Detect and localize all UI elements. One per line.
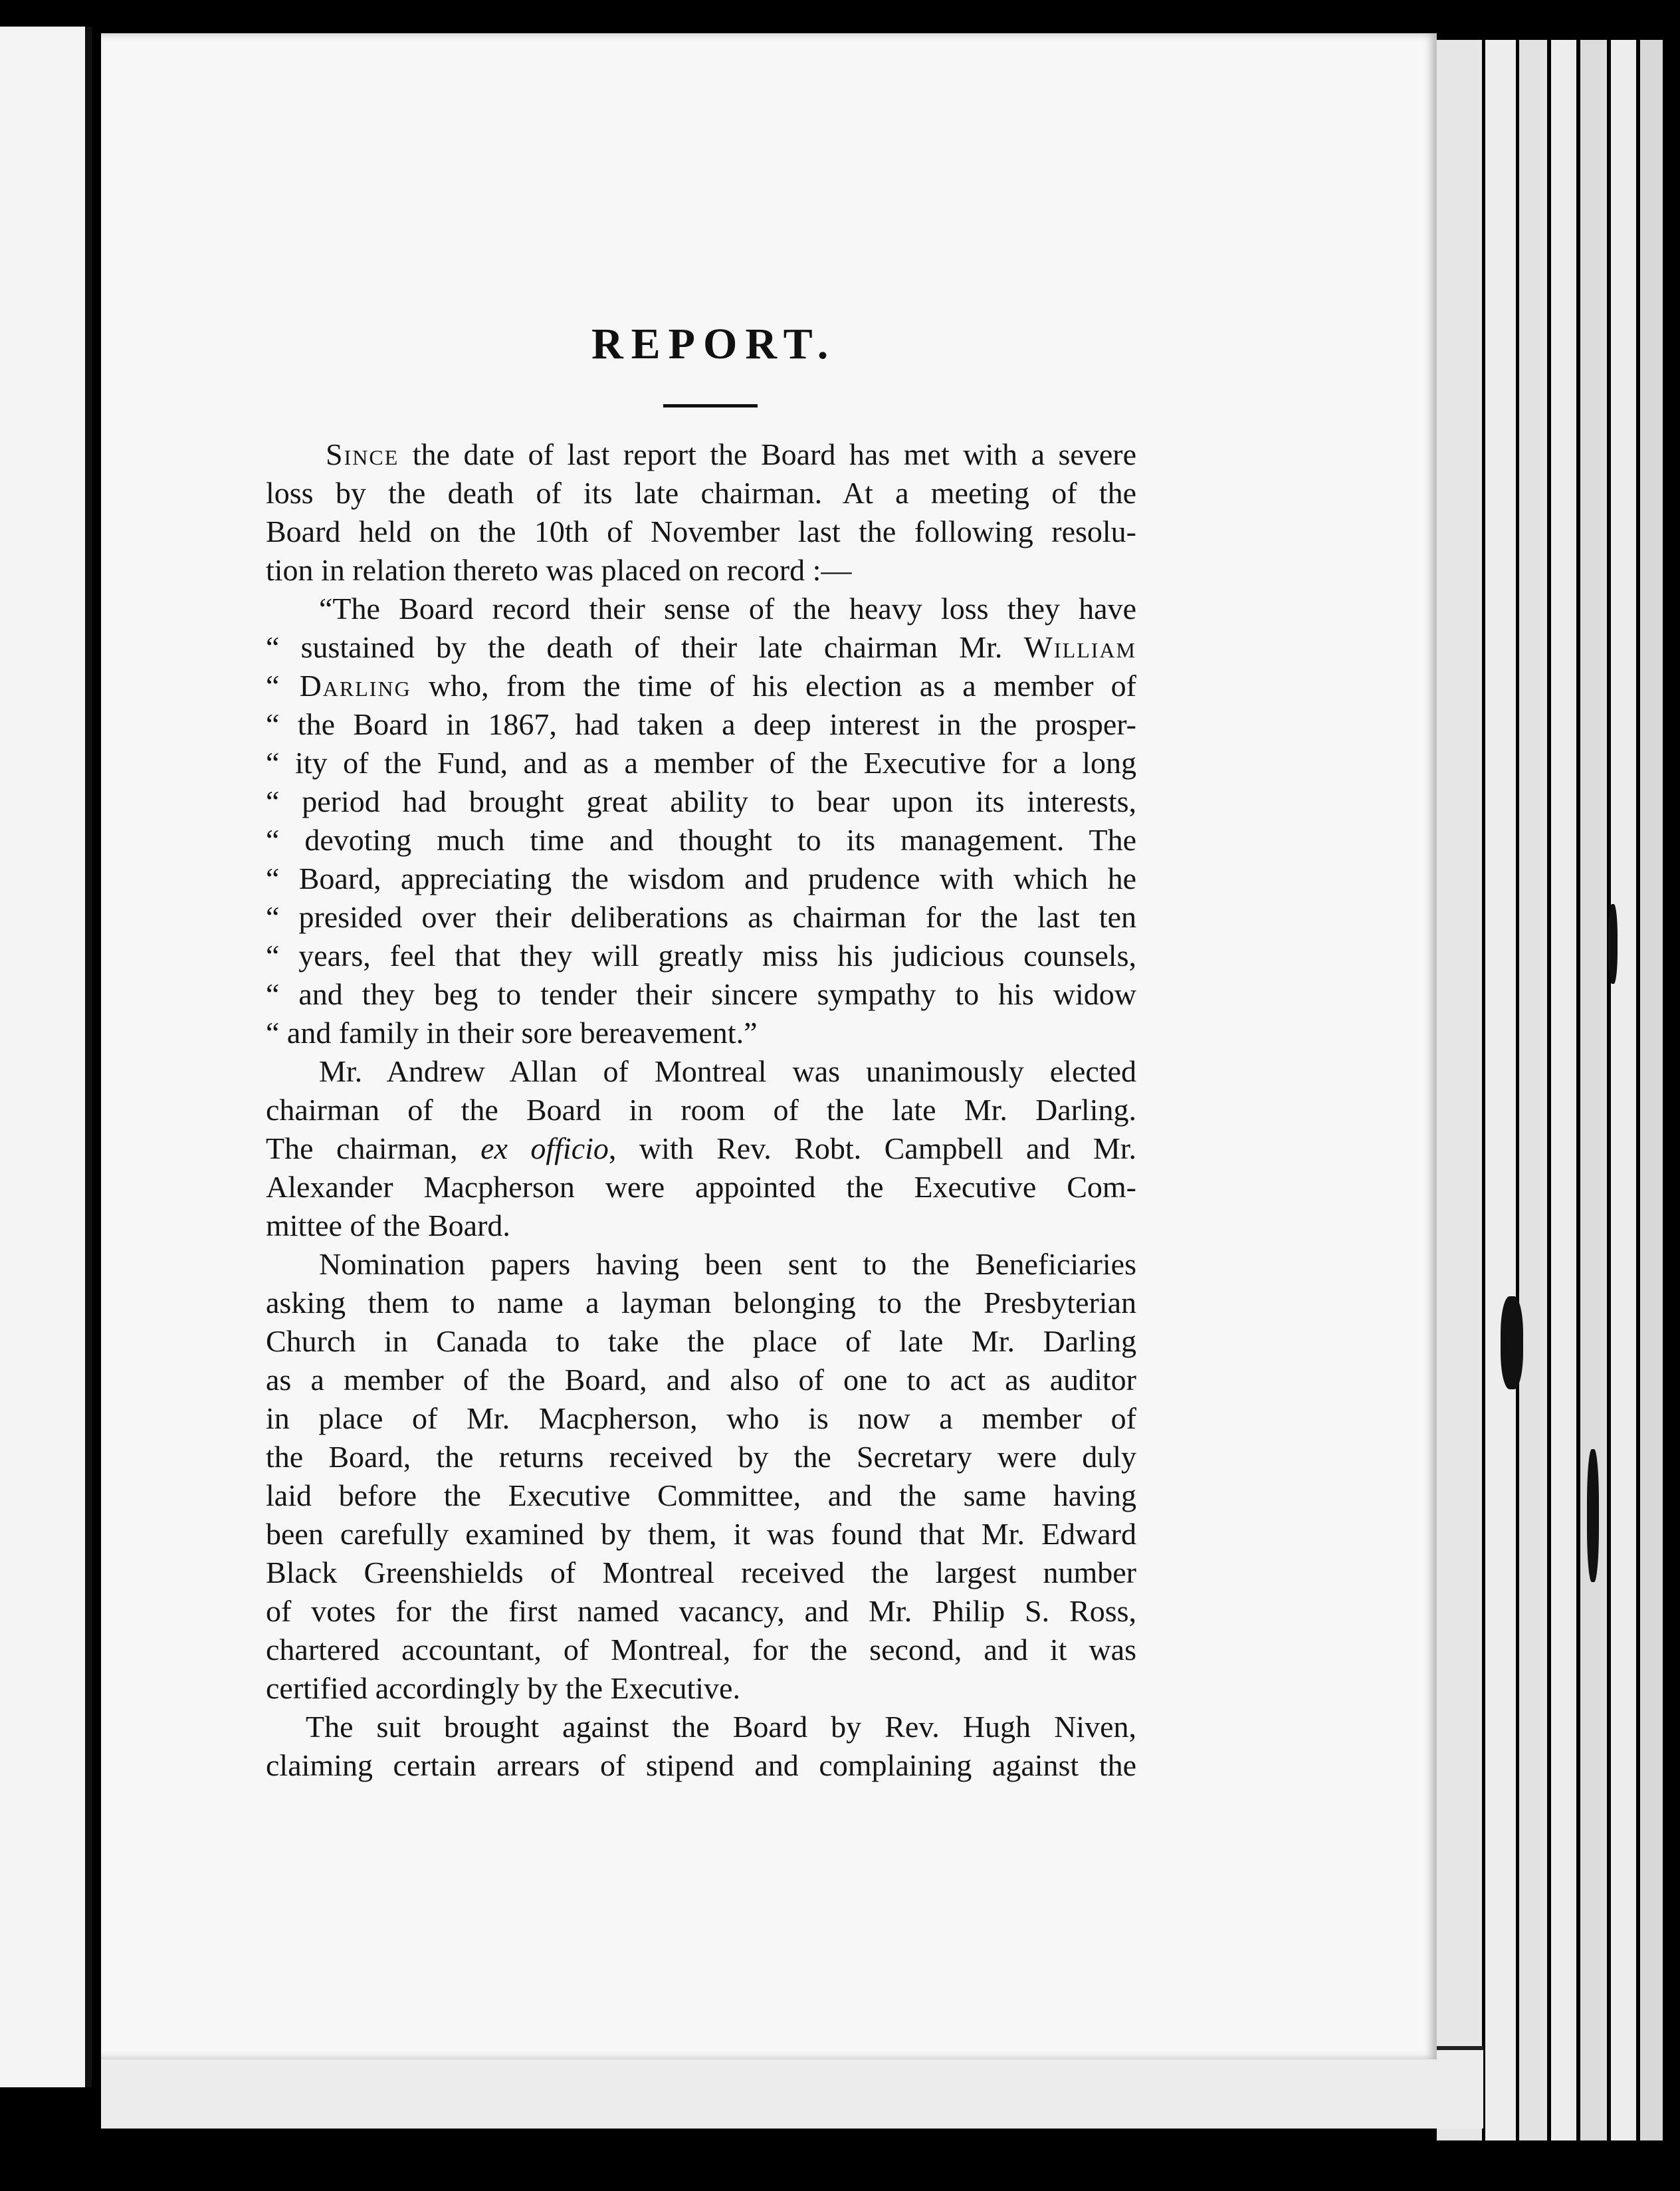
- text-line: [266, 1361, 1136, 1399]
- text-line: [266, 435, 1136, 474]
- text-line: [266, 975, 1136, 1014]
- page-title: REPORT.: [591, 320, 837, 368]
- text-line: [266, 1284, 1136, 1322]
- text-line: [266, 474, 1136, 513]
- text-line: [266, 1592, 1136, 1631]
- line-text: certified accordingly by the Executive.: [266, 1671, 740, 1705]
- line-text: “ presided over their deliberations as chairman for the last ten: [266, 900, 1136, 934]
- line-text: claiming certain arrears of stipend and complaining against the: [266, 1748, 1136, 1782]
- line-text: Mr. Andrew Allan of Montreal was unanimously elected: [319, 1054, 1136, 1088]
- text-line: [266, 667, 1136, 705]
- line-text: “ and family in their sore bereavement.”: [266, 1016, 758, 1050]
- text-line: [266, 628, 1136, 667]
- small-caps-word: “ Darling: [266, 669, 411, 703]
- text-line: [266, 1708, 1136, 1746]
- text-line: [266, 937, 1136, 975]
- text-line: [266, 1746, 1136, 1785]
- text-line: [266, 1554, 1136, 1592]
- line-text: chairman of the Board in room of the late Mr. Darling.: [266, 1093, 1136, 1127]
- report-paragraph: [266, 1245, 1136, 1708]
- line-text: The chairman,: [266, 1131, 481, 1165]
- line-text: Board held on the 10th of November last the following resolu-: [266, 515, 1136, 548]
- text-line: [266, 513, 1136, 551]
- page-stack-edge: [1580, 40, 1607, 2140]
- report-paragraph: [266, 1708, 1136, 1785]
- page-stack-edge: [1519, 40, 1547, 2140]
- line-text: “ Board, appreciating the wisdom and prudence with which he: [266, 862, 1136, 895]
- line-text: “The Board record their sense of the heavy loss they have: [319, 592, 1136, 626]
- page-edge-mark: [1608, 904, 1618, 984]
- text-line: [266, 1014, 1136, 1052]
- line-text: who, from the time of his election as a member of: [411, 669, 1136, 703]
- line-text: tion in relation thereto was placed on record :—: [266, 553, 852, 587]
- page-edge-mark: [1501, 1296, 1523, 1389]
- line-text: “ sustained by the death of their late chairman Mr.: [266, 630, 1024, 664]
- line-text-rest: , with Rev. Robt. Campbell and Mr.: [608, 1131, 1137, 1165]
- line-text: Church in Canada to take the place of late Mr. Darling: [266, 1324, 1136, 1358]
- line-text: chartered accountant, of Montreal, for the second, and it was: [266, 1633, 1136, 1667]
- small-caps-word: William: [1023, 630, 1136, 664]
- text-line: [266, 1245, 1136, 1284]
- text-line: [266, 551, 1136, 590]
- text-line: [266, 1129, 1136, 1168]
- report-paragraph: [266, 1052, 1136, 1245]
- page-stack-edge: [1485, 40, 1516, 2140]
- line-text: laid before the Executive Committee, and the same having: [266, 1478, 1136, 1512]
- page-edge-mark: [1587, 1449, 1599, 1582]
- line-text: loss by the death of its late chairman. At a meeting of the: [266, 476, 1136, 510]
- line-text: been carefully examined by them, it was found that Mr. Edward: [266, 1517, 1136, 1551]
- line-text: the date of last report the Board has met with a severe: [399, 437, 1136, 471]
- text-line: [266, 1091, 1136, 1129]
- page-stack-edge: [1611, 40, 1636, 2140]
- report-paragraph: [266, 435, 1136, 590]
- text-line: [266, 860, 1136, 898]
- line-text: The suit brought against the Board by Rev. Hugh Niven,: [306, 1710, 1136, 1744]
- line-text: “ devoting much time and thought to its management. The: [266, 823, 1136, 857]
- line-text: “ years, feel that they will greatly miss his judicious counsels,: [266, 939, 1136, 973]
- report-paragraph: [266, 590, 1136, 1052]
- text-line: [266, 1476, 1136, 1515]
- page-stack-edge: [1437, 40, 1482, 2140]
- text-line: [266, 1631, 1136, 1669]
- line-text: as a member of the Board, and also of one to act as auditor: [266, 1363, 1136, 1397]
- italic-phrase: ex officio: [480, 1131, 609, 1165]
- line-text: Alexander Macpherson were appointed the Executive Com-: [266, 1170, 1136, 1204]
- text-line: [266, 1322, 1136, 1361]
- text-line: [266, 1669, 1136, 1708]
- text-line: [266, 590, 1136, 628]
- small-caps-word: Since: [326, 437, 399, 471]
- title-rule: [663, 404, 758, 407]
- text-line: [266, 1207, 1136, 1245]
- text-line: [266, 821, 1136, 860]
- line-text: Nomination papers having been sent to the Beneficiaries: [319, 1247, 1136, 1281]
- page-stack-edge: [1551, 40, 1576, 2140]
- line-text: Black Greenshields of Montreal received the largest number: [266, 1556, 1136, 1589]
- page-stack-edge: [1640, 40, 1663, 2140]
- text-line: [266, 898, 1136, 937]
- text-line: [266, 705, 1136, 744]
- line-text: “ the Board in 1867, had taken a deep interest in the prosper-: [266, 707, 1136, 741]
- line-text: mittee of the Board.: [266, 1209, 510, 1242]
- text-line: [266, 744, 1136, 782]
- text-line: [266, 1399, 1136, 1438]
- text-line: [266, 782, 1136, 821]
- text-line: [266, 1438, 1136, 1476]
- line-text: the Board, the returns received by the Secretary were duly: [266, 1440, 1136, 1474]
- line-text: “ and they beg to tender their sincere sympathy to his widow: [266, 977, 1136, 1011]
- text-line: [266, 1052, 1136, 1091]
- line-text: in place of Mr. Macpherson, who is now a member of: [266, 1401, 1136, 1435]
- line-text: “ ity of the Fund, and as a member of the Executive for a long: [266, 746, 1136, 780]
- line-text: asking them to name a layman belonging to the Presbyterian: [266, 1286, 1136, 1320]
- line-text: of votes for the first named vacancy, and Mr. Philip S. Ross,: [266, 1594, 1136, 1628]
- line-text: “ period had brought great ability to bear upon its interests,: [266, 784, 1136, 818]
- text-line: [266, 1168, 1136, 1207]
- report-body: [266, 435, 1136, 1785]
- left-page-edge: [0, 27, 92, 2087]
- text-line: [266, 1515, 1136, 1554]
